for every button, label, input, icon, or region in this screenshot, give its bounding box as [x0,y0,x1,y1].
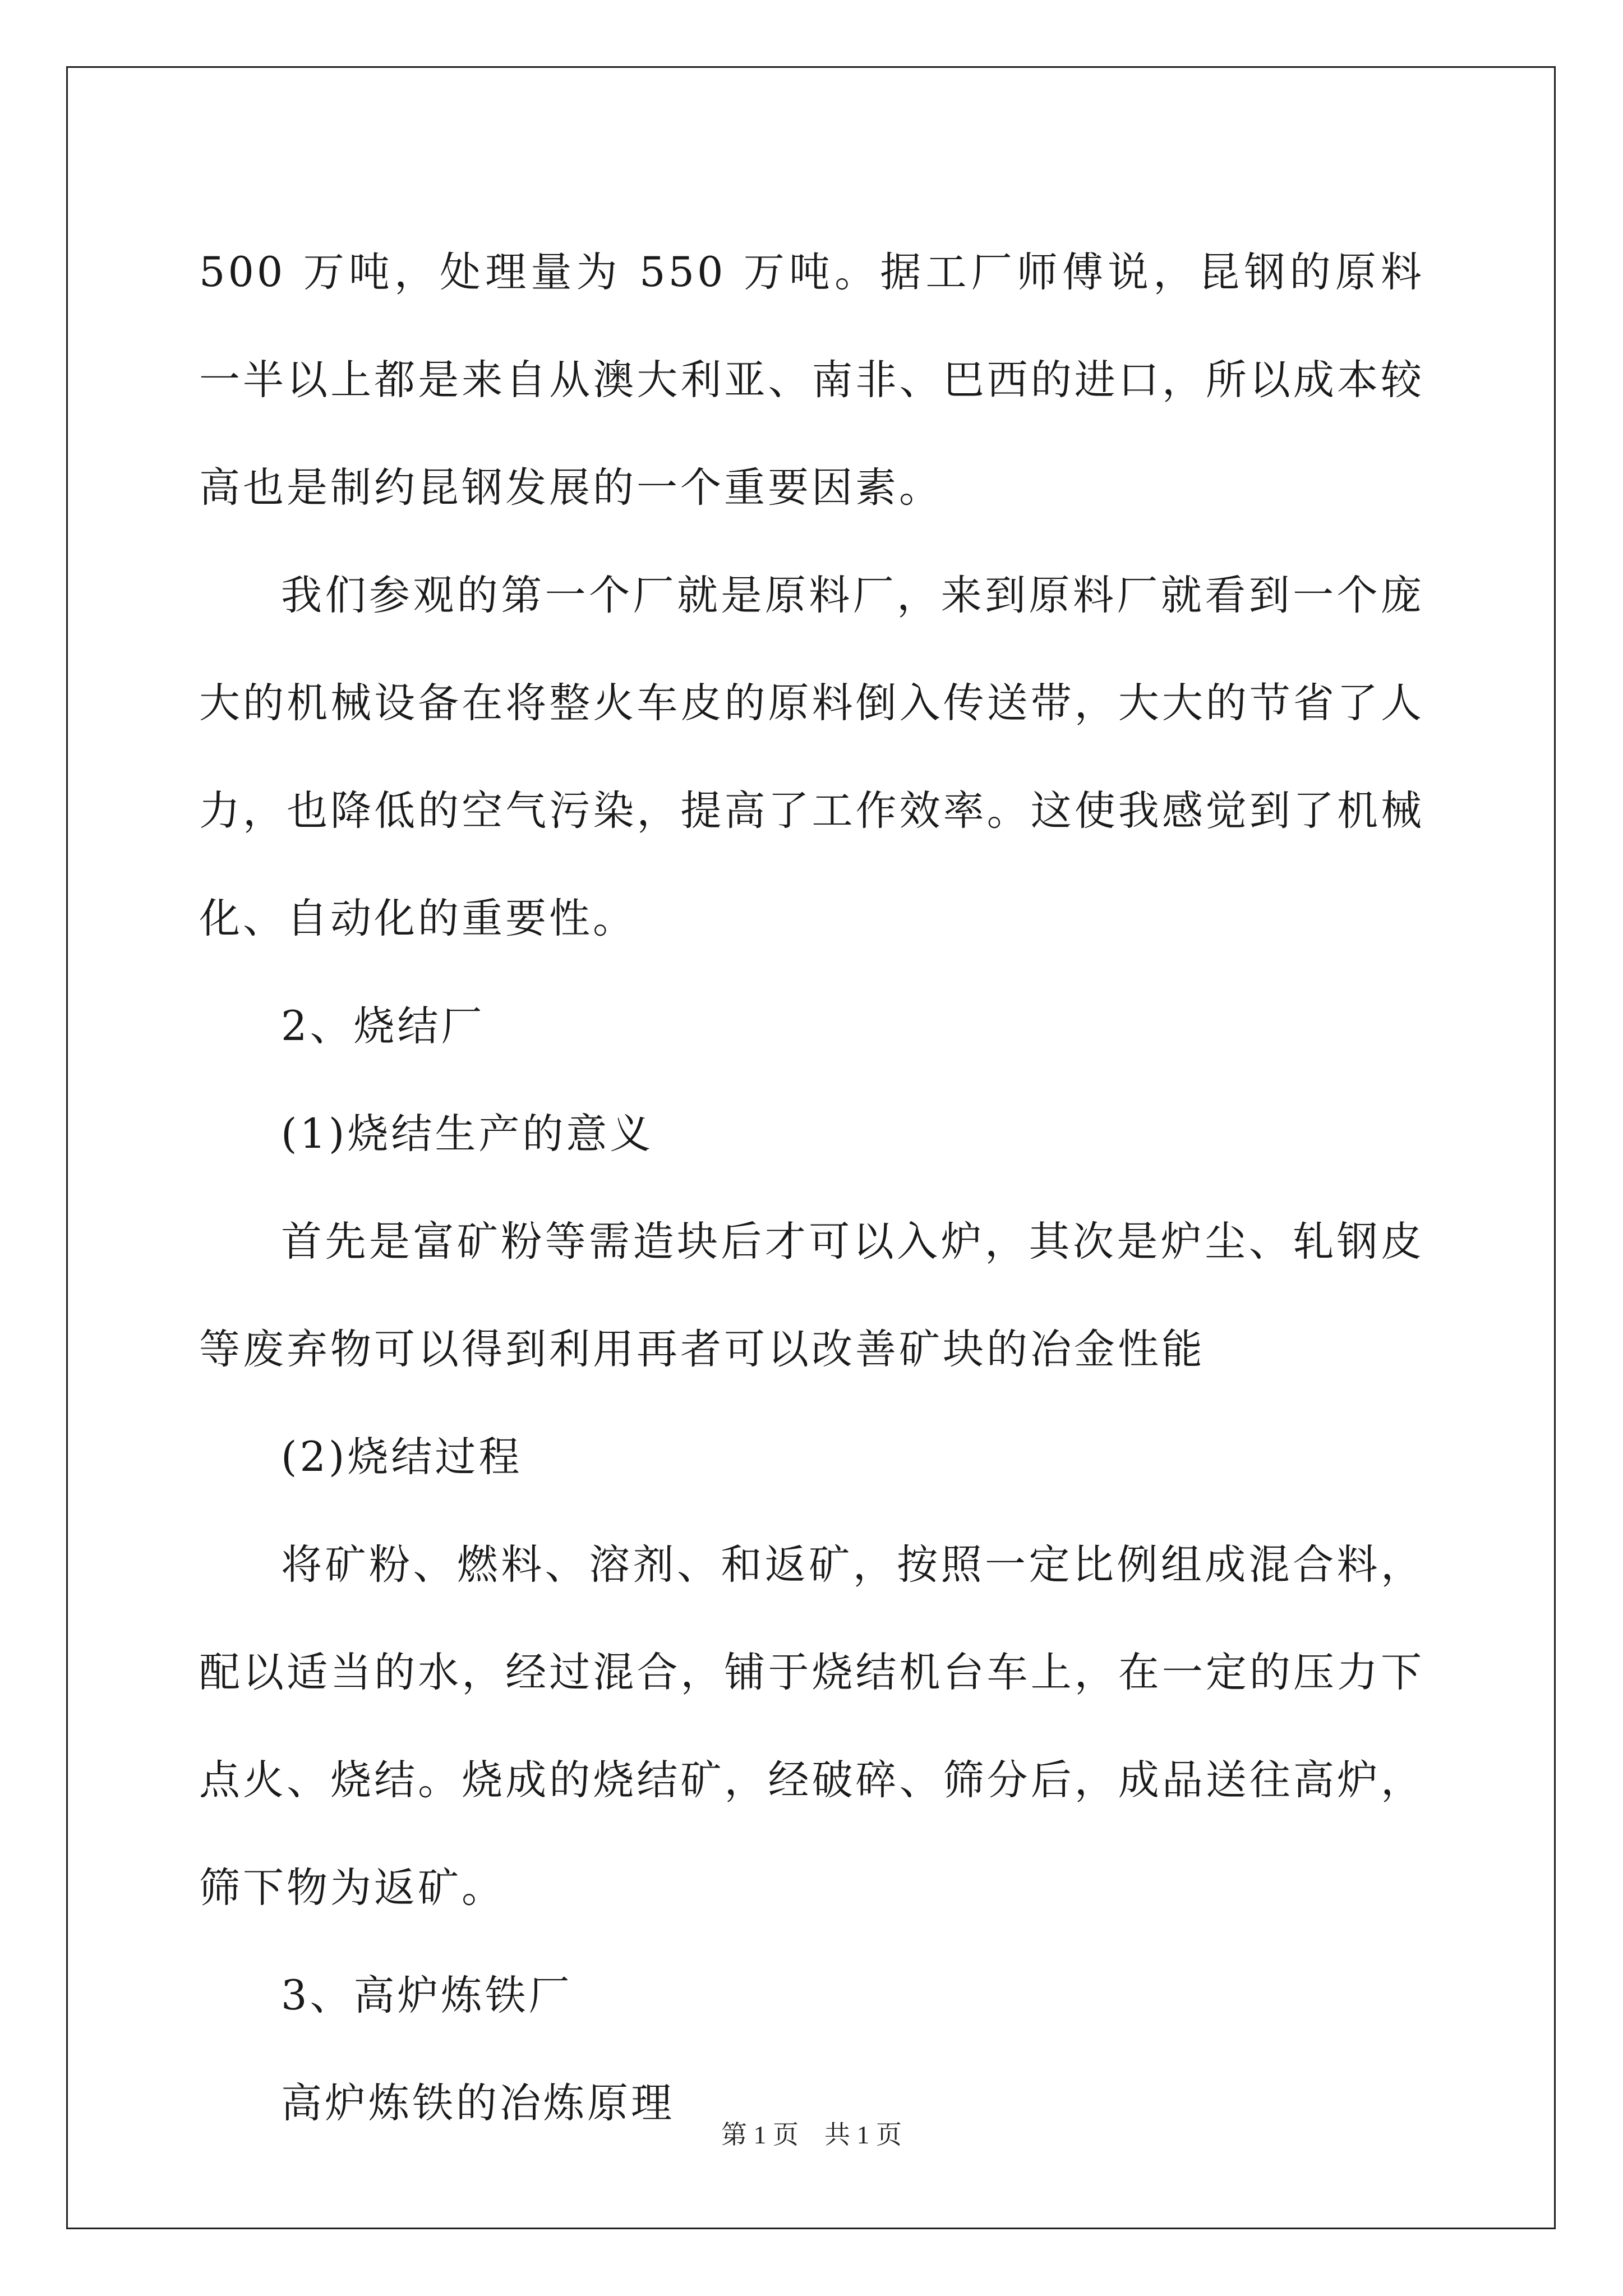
paragraph-1: 500 万吨，处理量为 550 万吨。据工厂师傅说，昆钢的原料一半以上都是来自从澳大利亚、南非、巴西的进口，所以成本较高也是制约昆钢发展的一个重要因素。 [199,249,1424,512]
section-heading-sintering-plant: 2、烧结厂 [281,1002,485,1050]
subheading-sintering-process: (2)烧结过程 [281,1433,523,1481]
document-body [199,219,1424,2157]
paragraph-sintering-process: 将矿粉、燃料、溶剂、和返矿，按照一定比例组成混合料，配以适当的水，经过混合，铺于烧结机台车上，在一定的压力下点火、烧结。烧成的烧结矿，经破碎、筛分后，成品送往高炉，筛下物为返矿。 [199,1541,1424,1912]
page-number-footer: 第 1 页 共 1 页 [721,2120,902,2149]
section-heading-blast-furnace-plant: 3、高炉炼铁厂 [281,1972,573,2019]
subheading-blast-furnace-principle: 高炉炼铁的冶炼原理 [281,2079,675,2127]
subheading-sintering-significance: (1)烧结生产的意义 [281,1110,654,1158]
paragraph-2: 我们参观的第一个厂就是原料厂，来到原料厂就看到一个庞大的机械设备在将整火车皮的原料倒入传送带，大大的节省了人力，也降低的空气污染，提高了工作效率。这使我感觉到了机械化、自动化的重要性。 [199,572,1424,942]
paragraph-sintering-significance: 首先是富矿粉等需造块后才可以入炉，其次是炉尘、轧钢皮等废弃物可以得到利用再者可以改善矿块的冶金性能 [199,1218,1424,1373]
